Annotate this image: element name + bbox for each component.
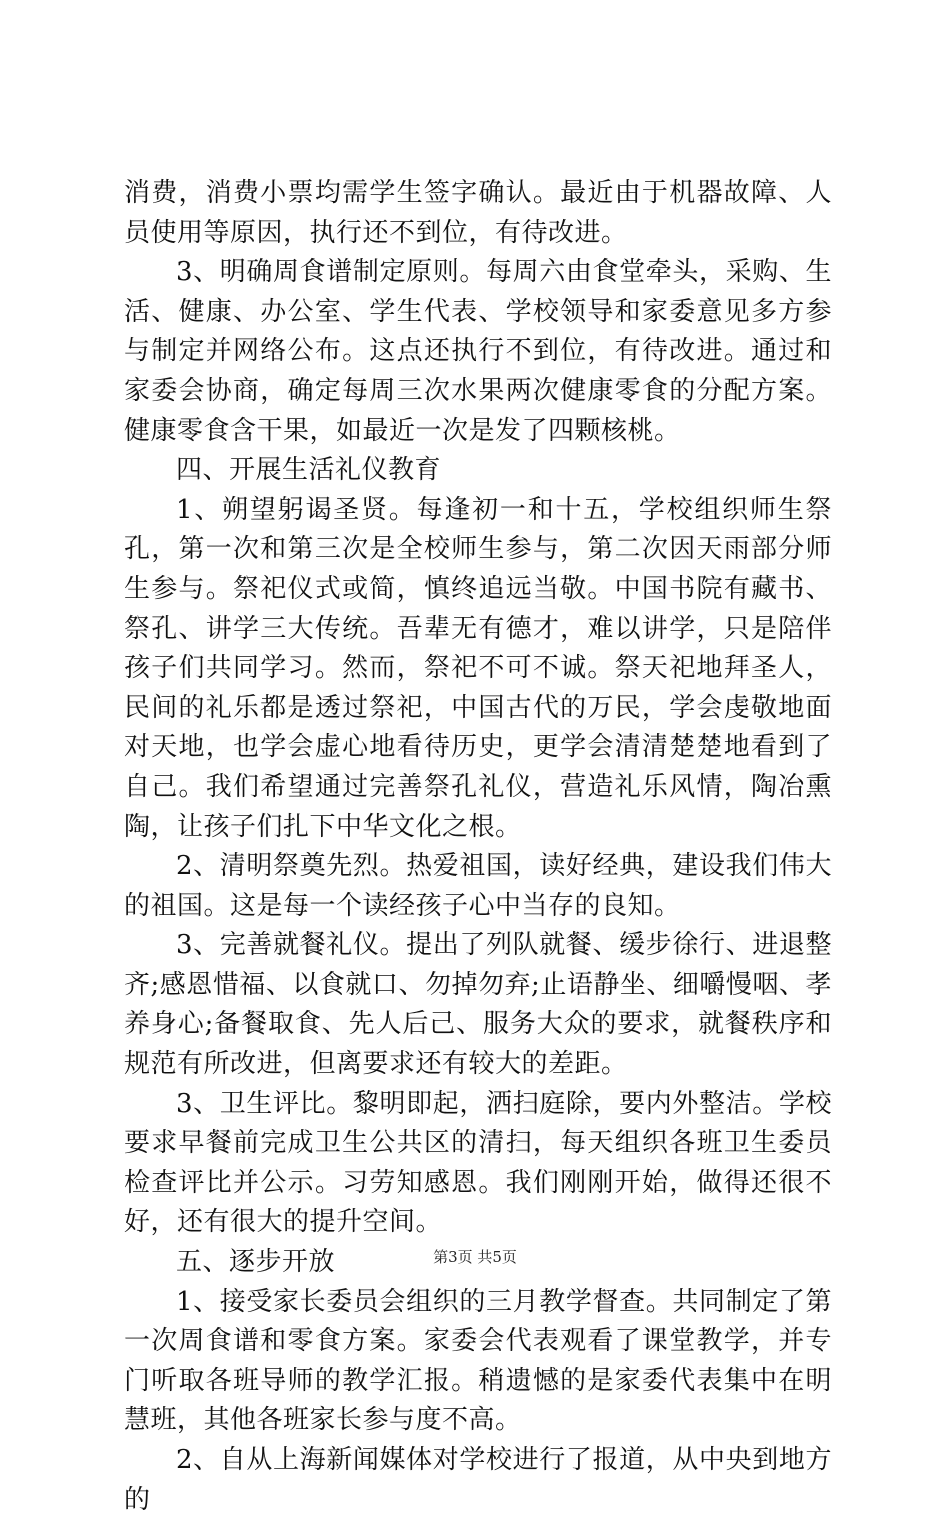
document-body bbox=[124, 174, 832, 1520]
paragraph-4: 2、清明祭奠先烈。热爱祖国，读好经典，建设我们伟大的祖国。这是每一个读经孩子心中当存的良知。 bbox=[124, 851, 832, 921]
paragraph-8: 2、自从上海新闻媒体对学校进行了报道，从中央到地方的 bbox=[124, 1445, 832, 1515]
paragraph-6: 3、卫生评比。黎明即起，洒扫庭除，要内外整洁。学校要求早餐前完成卫生公共区的清扫，每天组织各班卫生委员检查评比并公示。习劳知感恩。我们刚刚开始，做得还很不好，还有很大的提升空间。 bbox=[124, 1088, 832, 1238]
paragraph-5: 3、完善就餐礼仪。提出了列队就餐、缓步徐行、进退整齐;感恩惜福、以食就口、勿掉勿弃;止语静坐、细嚼慢咽、孝养身心;备餐取食、先人后己、服务大众的要求，就餐秩序和规范有所改进，但离要求还有较大的差距。 bbox=[124, 930, 832, 1080]
paragraph-3: 1、朔望躬谒圣贤。每逢初一和十五，学校组织师生祭孔，第一次和第三次是全校师生参与，第二次因天雨部分师生参与。祭祀仪式或简，慎终追远当敬。中国书院有藏书、祭孔、讲学三大传统。吾辈无有德才，难以讲学，只是陪伴孩子们共同学习。然而，祭祀不可不诚。祭天祀地拜圣人，民间的礼乐都是透过祭祀，中国古代的万民，学会虔敬地面对天地，也学会虚心地看待历史，更学会清清楚楚地看到了自己。我们希望通过完善祭孔礼仪，营造礼乐风情，陶冶熏陶，让孩子们扎下中华文化之根。 bbox=[124, 494, 832, 842]
paragraph-2: 3、明确周食谱制定原则。每周六由食堂牵头，采购、生活、健康、办公室、学生代表、学校领导和家委意见多方参与制定并网络公布。这点还执行不到位，有待改进。通过和家委会协商，确定每周三次水果两次健康零食的分配方案。健康零食含干果，如最近一次是发了四颗核桃。 bbox=[124, 257, 832, 446]
paragraph-1: 消费，消费小票均需学生签字确认。最近由于机器故障、人员使用等原因，执行还不到位，有待改进。 bbox=[124, 178, 832, 248]
paragraph-7: 1、接受家长委员会组织的三月教学督查。共同制定了第一次周食谱和零食方案。家委会代表观看了课堂教学，并专门听取各班导师的教学汇报。稍遗憾的是家委代表集中在明慧班，其他各班家长参与度不高。 bbox=[124, 1286, 832, 1436]
section-heading-4: 四、开展生活礼仪教育 bbox=[176, 455, 442, 486]
page-number-footer: 第3页 共5页 bbox=[433, 1248, 517, 1266]
section-heading-5: 五、逐步开放 bbox=[176, 1247, 336, 1278]
